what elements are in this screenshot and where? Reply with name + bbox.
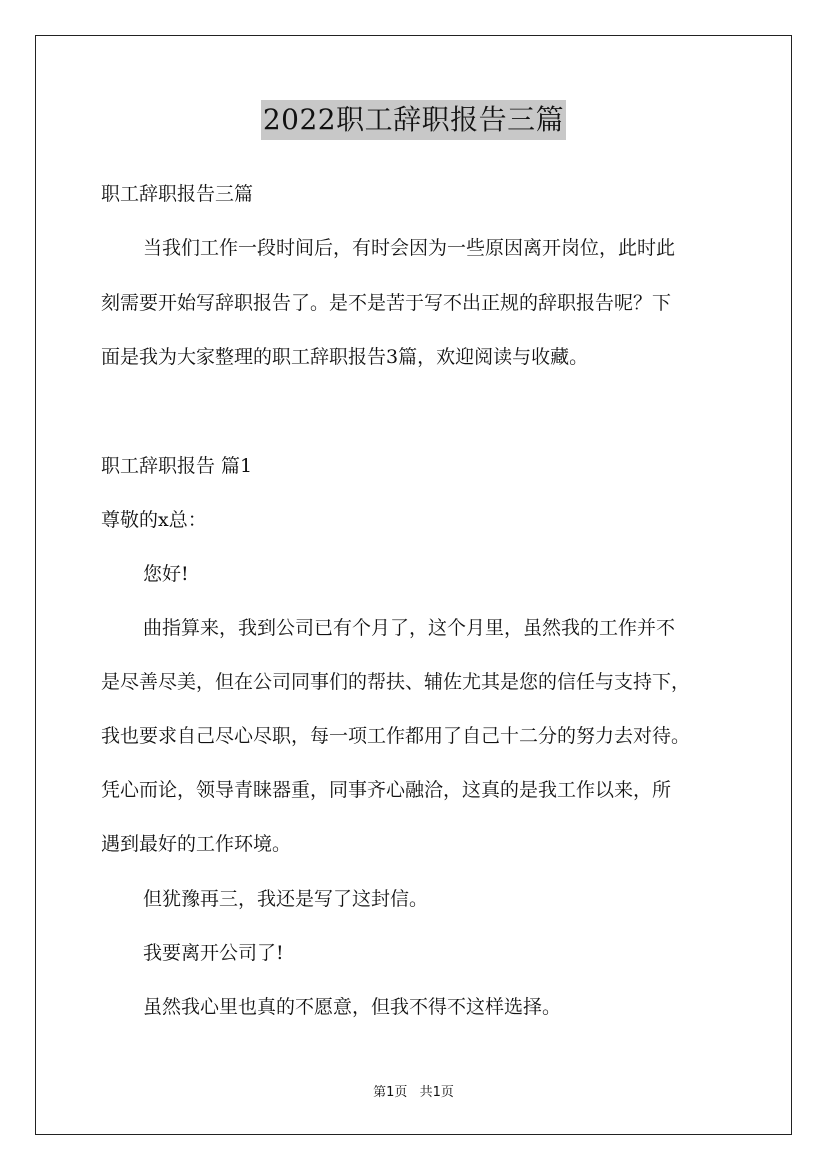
- paragraph-leave: 我要离开公司了!: [143, 942, 284, 964]
- intro-line-2: 刻需要开始写辞职报告了。是不是苦于写不出正规的辞职报告呢？下: [101, 292, 672, 314]
- paragraph1-line-2: 是尽善尽美，但在公司同事们的帮扶、辅佐尤其是您的信任与支持下，: [101, 671, 691, 693]
- paragraph-choice: 虽然我心里也真的不愿意，但我不得不这样选择。: [143, 996, 562, 1018]
- document-subtitle: 职工辞职报告三篇: [101, 183, 254, 205]
- greeting: 您好!: [143, 563, 189, 585]
- document-title: 2022职工辞职报告三篇: [261, 100, 566, 140]
- section-heading: 职工辞职报告 篇1: [101, 455, 253, 477]
- paragraph1-line-1: 曲指算来，我到公司已有个月了，这个月里，虽然我的工作并不: [143, 617, 676, 639]
- intro-line-1: 当我们工作一段时间后，有时会因为一些原因离开岗位，此时此: [143, 237, 676, 259]
- paragraph1-line-5: 遇到最好的工作环境。: [101, 833, 292, 855]
- intro-line-3: 面是我为大家整理的职工辞职报告3篇，欢迎阅读与收藏。: [101, 346, 589, 368]
- title-container: [0, 100, 827, 140]
- page-number-current: 第1页: [373, 1085, 408, 1100]
- paragraph-hesitate: 但犹豫再三，我还是写了这封信。: [143, 888, 429, 910]
- page-footer: [0, 1084, 827, 1102]
- paragraph1-line-4: 凭心而论，领导青睐器重，同事齐心融洽，这真的是我工作以来，所: [101, 779, 672, 801]
- page-number-total: 共1页: [419, 1085, 454, 1100]
- paragraph1-line-3: 我也要求自己尽心尽职，每一项工作都用了自己十二分的努力去对待。: [101, 725, 691, 747]
- salutation: 尊敬的x总：: [101, 509, 207, 531]
